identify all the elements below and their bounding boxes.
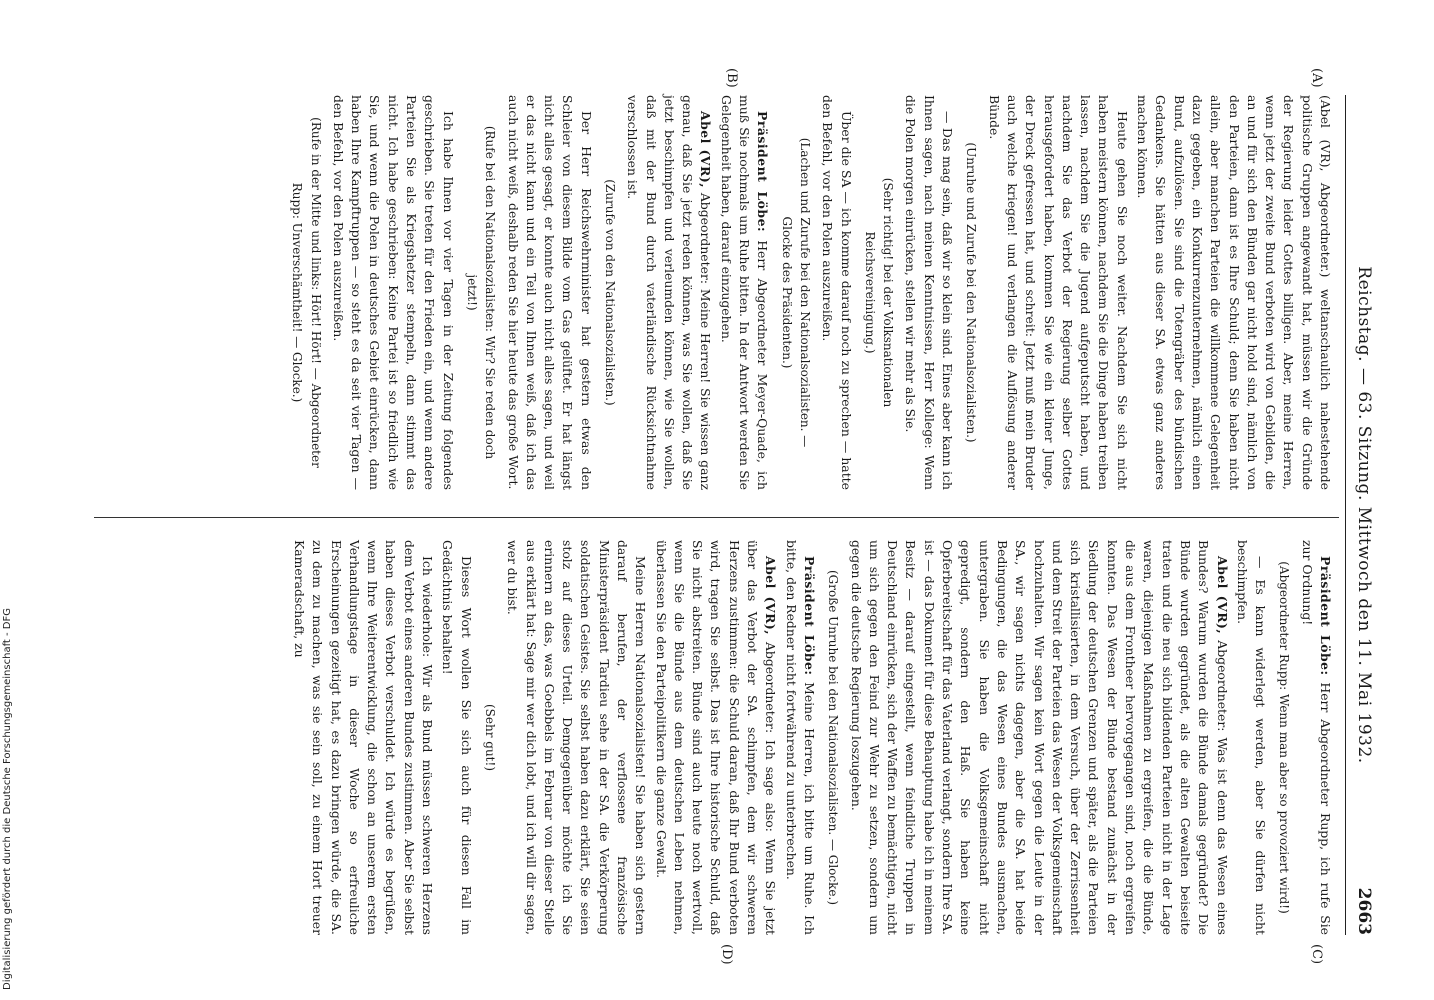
left-text-column [282, 95, 1334, 490]
paragraph [503, 95, 594, 490]
margin-marker-a: (A) [1309, 68, 1324, 88]
paragraph [503, 540, 649, 935]
paragraph [438, 540, 475, 935]
paragraph [651, 540, 779, 935]
interjection: (Lachen und Zurufe bei den Nationalsozialisten. — Glocke des Präsidenten.) [779, 137, 812, 448]
digitization-credit [2, 0, 16, 1000]
speaker-name: Abel (VR), [763, 556, 779, 636]
interjection: (Zurufe von den Nationalsozialisten.) [603, 179, 618, 406]
paragraph-text: Heute gehen Sie noch weiter. Nachdem Sie sich nicht haben meistern können, nachdem Sie die Dinge haben treiben lassen, nachdem Sie die Jugend aufgeputscht haben, und nachdem Sie das Verbot der Regierung selber Gottes herausgefordert haben, kommen Sie wie ein kleiner Junge, der Dreck gefressen hat, und schreit: Jetzt muß mein Bruder auch welche kriegen! und verlangen die Auflösung anderer Bünde. [986, 95, 1130, 490]
paragraph-text: — Es kann widerlegt werden, aber Sie dürfen nicht beschimpfen. [1234, 540, 1269, 935]
margin-marker-c: (C) [1309, 944, 1324, 965]
paragraph [781, 540, 818, 935]
paragraph-text: Meine Herren, ich bitte um Ruhe. Ich bitte, den Redner nicht fortwährend zu unterbrechen. [783, 540, 817, 935]
speaker-name: Präsident Löbe: [1318, 556, 1333, 676]
header-title: Reichstag. — 63. Sitzung. Mittwoch den 11. Mai 1932. [1354, 266, 1374, 764]
column-divider [94, 517, 1339, 518]
paragraph-text: Abgeordneter: Meine Herren! Sie wissen ganz genau, daß Sie jetzt reden können, was Sie wollen, daß Sie jetzt beschimpfen und verleumden können, wie Sie wollen, daß mit der Bund durch vaterländische Rücksichtnahme verschlossen ist. [625, 95, 714, 490]
page-number: 2663 [1354, 887, 1374, 935]
paragraph-text: Herr Abgeordneter Meyer-Quade, ich muß Sie nochmals um Ruhe bitten. In der Antwort werden Sie Gelegenheit haben, darauf einzugehen. [718, 95, 771, 490]
interjection: (Große Unruhe bei den Nationalsozialisten. — Glocke.) [826, 570, 841, 905]
interjection: (Rufe in der Mitte und links: Hört! Hört! — Abgeordneter Rupp: Unverschämtheit! — Glocke.) [290, 117, 323, 468]
speaker-name: Präsident Löbe: [801, 556, 817, 676]
paragraph [623, 95, 714, 490]
paragraph-text: Abgeordneter: Ich sage also: Wenn Sie jetzt über das Verbot der SA. schimpfen, dem wir schweren Herzens zustimmen: die Schuld daran, daß Ihr Bund verboten wird, tragen Sie selbst. Das ist Ihre historische Schuld, daß Sie nicht abstreiten. Bünde sind auch heute noch wertvoll, wenn Sie die Bünde aus dem deutschen Leben nehmen, überlassen Sie den Parteipolitikern die ganze Gewalt. [653, 540, 779, 935]
speaker-name: Abel (VR), [1214, 556, 1230, 635]
paragraph-text: Ich habe Ihnen vor vier Tagen in der Zeitung folgendes geschrieben. Sie treten für den Frieden ein, und wenn andere Parteien Sie als Kriegshetzer stempeln, dann stimmt das nicht. Ich habe geschrieben: Keine Partei ist so friedlich wie Sie, und wenn die Polen in deutsches Gebiet einrücken, dann haben Ihre Kampftruppen — so steht es da seit vier Tagen — den Befehl, vor den Polen auszureißen. [330, 95, 456, 490]
interjection: (Unruhe und Zurufe bei den Nationalsozialisten.) [964, 142, 979, 443]
paragraph [1297, 540, 1334, 935]
margin-marker-d: (D) [719, 944, 734, 965]
credit-text: Digitalisierung gefördert durch die Deutsche Forschungsgemeinschaft - DFG [2, 607, 13, 990]
interjection: (Rufe bei den Nationalsozialisten: Wir? Sie reden doch jetzt!) [464, 125, 498, 460]
paragraph [1133, 95, 1334, 490]
paragraph-text: Ich wiederhole: Wir als Bund müssen schweren Herzens dem Verbot eines anderen Bundes zustimmen. Aber Sie selbst haben dieses Verbot verschuldet. Ich würde es begrüßen, wenn Ihre Weiterentwicklung, die schon an unserem ersten Verhandlungstage in dieser Woche so erfreuliche Erscheinungen gezeitigt hat, es dazu bringen würde, die SA. zu dem zu machen, was sie sein soll, zu einem Hort treuer Kameradschaft, zu [291, 540, 436, 935]
paragraph-text: Abgeordneter: Was ist denn das Wesen eines Bundes? Warum wurden die Bünde damals gegründet? Die Bünde wurden gegründet, als die alten Gewalten beiseite traten und die neu sich bildenden Parteien nicht in der Lage waren, diejenigen Maßnahmen zu ergreifen, die die Bünde, die aus dem Frontheer hervorgegangen sind, noch ergreifen konnten. Das Wesen der Bünde bestand zunächst in der Siedlung der deutschen Grenzen und später, als die Parteien sich kristallisierten, in dem Versuch, über der Zerrissenheit und dem Streit der Parteien das Wesen der Volksgemeinschaft hochzuhalten. Wir sagen kein Wort gegen die Leute in der SA., wir sagen nichts dagegen, aber die SA. hat beide Bedingungen, die das Wesen eines Bundes ausmachen, untergraben. Sie haben die Volksgemeinschaft nicht gepredigt, sondern den Haß. Sie haben keine Opferbereitschaft für das Vaterland verlangt, sondern Ihre SA. ist — das Dokument für diese Behauptung habe ich in meinem Besitz — darauf eingestellt, wenn feindliche Truppen in Deutschland einrücken, sich der Waffen zu bemächtigen, nicht um sich gegen den Feind zur Wehr zu setzen, sondern um gegen die deutsche Regierung loszugehen. [848, 540, 1230, 935]
interjection: (Sehr richtig! bei der Volksnationalen Reichsvereinigung.) [862, 177, 896, 408]
paragraph [901, 95, 956, 490]
page-header [1345, 95, 1376, 935]
paragraph [984, 95, 1130, 490]
paragraph [818, 95, 855, 490]
paragraph-text: Über die SA — ich komme darauf noch zu sprechen — hatte den Befehl, vor den Polen auszureißen. [820, 95, 854, 490]
paragraph-text: Herr Abgeordneter Rupp, ich rufe Sie zur Ordnung! [1299, 540, 1333, 935]
speaker-name: Abel (VR), [698, 111, 714, 189]
paragraph [846, 540, 1230, 935]
right-text-column [288, 540, 1334, 935]
paragraph [717, 95, 772, 490]
speaker-name: Präsident Löbe: [755, 111, 771, 233]
paragraph-text: Meine Herren Nationalsozialisten! Sie haben sich gestern darauf berufen, der verflossene französische Ministerpräsident Tardieu sehe in der SA. die Verkörperung soldatischen Geistes. Sie selbst haben dazu erklärt, Sie seien stolz auf dieses Urteil. Demgegenüber möchte ich Sie erinnern an das, was Goebbels im Februar von dieser Stelle aus erklärt hat: Sage mir wer dich lobt, und ich will dir sagen, wer du bist. [505, 540, 649, 935]
margin-marker-b: (B) [724, 68, 739, 88]
interjection: (Abgeordneter Rupp: Wenn man aber so provoziert wird!) [1277, 561, 1292, 914]
paragraph-text: — Das mag sein, daß wir so klein sind. Eines aber kann ich Ihnen sagen, nach meinen Kenntnissen, Herr Kollege: Wenn die Polen morgen einrücken, stellen wir mehr als Sie. [903, 95, 956, 490]
paragraph-text: Der Herr Reichswehrminister hat gestern etwas den Schleier von diesem Bilde vom Gas gelüftet. Er hat längst nicht alles gesagt, er konnte auch nicht alles sagen, und weil er das nicht kann und ein Teil von Ihnen weiß, daß ich das auch nicht weiß, deshalb reden Sie hier heute das große Wort. [505, 95, 594, 490]
paragraph-text: Dieses Wort wollen Sie sich auch für diesen Fall im Gedächtnis behalten! [440, 540, 474, 935]
paragraph [329, 95, 457, 490]
interjection: (Sehr gut!) [482, 703, 497, 772]
paragraph [1233, 540, 1270, 935]
paragraph [290, 540, 436, 935]
paragraph-text: (Abel (VR), Abgeordneter.) weltanschaulich nahestehende politische Gruppen angewandt hat, müssen wir die Gründe der Regierung leider Gottes billigen. Aber, meine Herren, wenn jetzt der zweite Bund verboten wird von Gebilden, die an und für sich den Bünden gar nicht hold sind, nämlich von den Parteien, dann ist es Ihre Schuld; denn Sie haben nicht allein, aber manchen Parteien die willkommene Gelegenheit dazu gegeben, ein Konkurrenzunternehmen, nämlich einen Bund, aufzulösen. Sie sind die Totengräber des bündischen Gedankens. Sie hätten aus dieser SA. etwas ganz anderes machen können. [1135, 95, 1333, 490]
